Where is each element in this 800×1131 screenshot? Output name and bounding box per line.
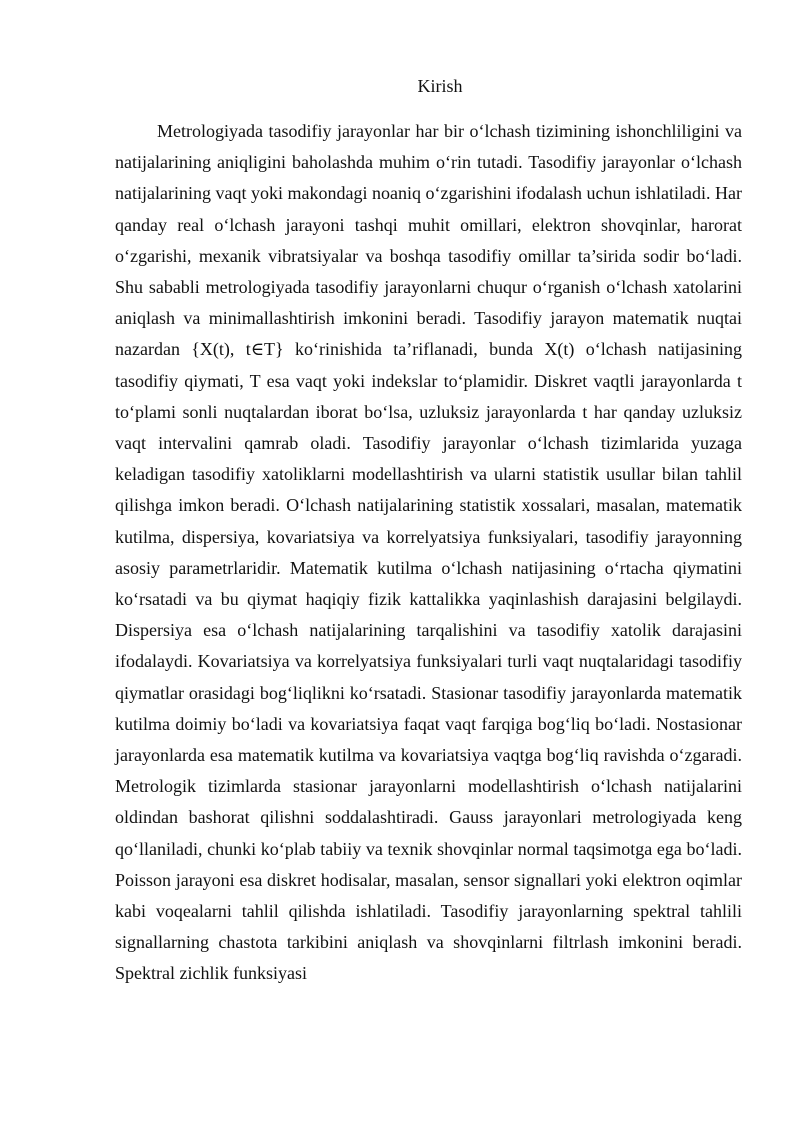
body-paragraph: Metrologiyada tasodifiy jarayonlar har bir oʻlchash tizimining ishonchliligini va natijalarining aniqligini baholashda muhim oʻrin tutadi. Tasodifiy jarayonlar oʻlchash natijalarining vaqt yoki makondagi noaniq oʻzgarishini ifodalash uchun ishlatiladi. Har qanday real oʻlchash jarayoni tashqi muhit omillari, elektron shovqinlar, harorat oʻzgarishi, mexanik vibratsiyalar va boshqa tasodifiy omillar ta’sirida sodir boʻladi. Shu sababli metrologiyada tasodifiy jarayonlarni chuqur oʻrganish oʻlchash xatolarini aniqlash va minimallashtirish imkonini beradi. Tasodifiy jarayon matematik nuqtai nazardan {X(t), t∈T} koʻrinishida ta’riflanadi, bunda X(t) oʻlchash natijasining tasodifiy qiymati, T esa vaqt yoki indekslar toʻplamidir. Diskret vaqtli jarayonlarda t toʻplami sonli nuqtalardan iborat boʻlsa, uzluksiz jarayonlarda t har qanday uzluksiz vaqt intervalini qamrab oladi. Tasodifiy jarayonlar oʻlchash tizimlarida yuzaga keladigan tasodifiy xatoliklarni modellashtirish va ularni statistik usullar bilan tahlil qilishga imkon beradi. Oʻlchash natijalarining statistik xossalari, masalan, matematik kutilma, dispersiya, kovariatsiya va korrelyatsiya funksiyalari, tasodifiy jarayonning asosiy parametrlaridir. Matematik kutilma oʻlchash natijasining oʻrtacha qiymatini koʻrsatadi va bu qiymat haqiqiy fizik kattalikka yaqinlashish darajasini belgilaydi. Dispersiya esa oʻlchash natijalarining tarqalishini va tasodifiy xatolik darajasini ifodalaydi. Kovariatsiya va korrelyatsiya funksiyalari turli vaqt nuqtalaridagi tasodifiy qiymatlar orasidagi bogʻliqlikni koʻrsatadi. Stasionar tasodifiy jarayonlarda matematik kutilma doimiy boʻladi va kovariatsiya faqat vaqt farqiga bogʻliq boʻladi. Nostasionar jarayonlarda esa matematik kutilma va kovariatsiya vaqtga bogʻliq ravishda oʻzgaradi. Metrologik tizimlarda stasionar jarayonlarni modellashtirish oʻlchash natijalarini oldindan bashorat qilishni soddalashtiradi. Gauss jarayonlari metrologiyada keng qoʻllaniladi, chunki koʻplab tabiiy va texnik shovqinlar normal taqsimotga ega boʻladi. Poisson jarayoni esa diskret hodisalar, masalan, sensor signallari yoki elektron oqimlar kabi voqealarni tahlil qilishda ishlatiladi. Tasodifiy jarayonlarning spektral tahlili signallarning chastota tarkibini aniqlash va shovqinlarni filtrlash imkonini beradi. Spektral zichlik funksiyasi [115,121,742,984]
page-title: Kirish [417,76,463,96]
